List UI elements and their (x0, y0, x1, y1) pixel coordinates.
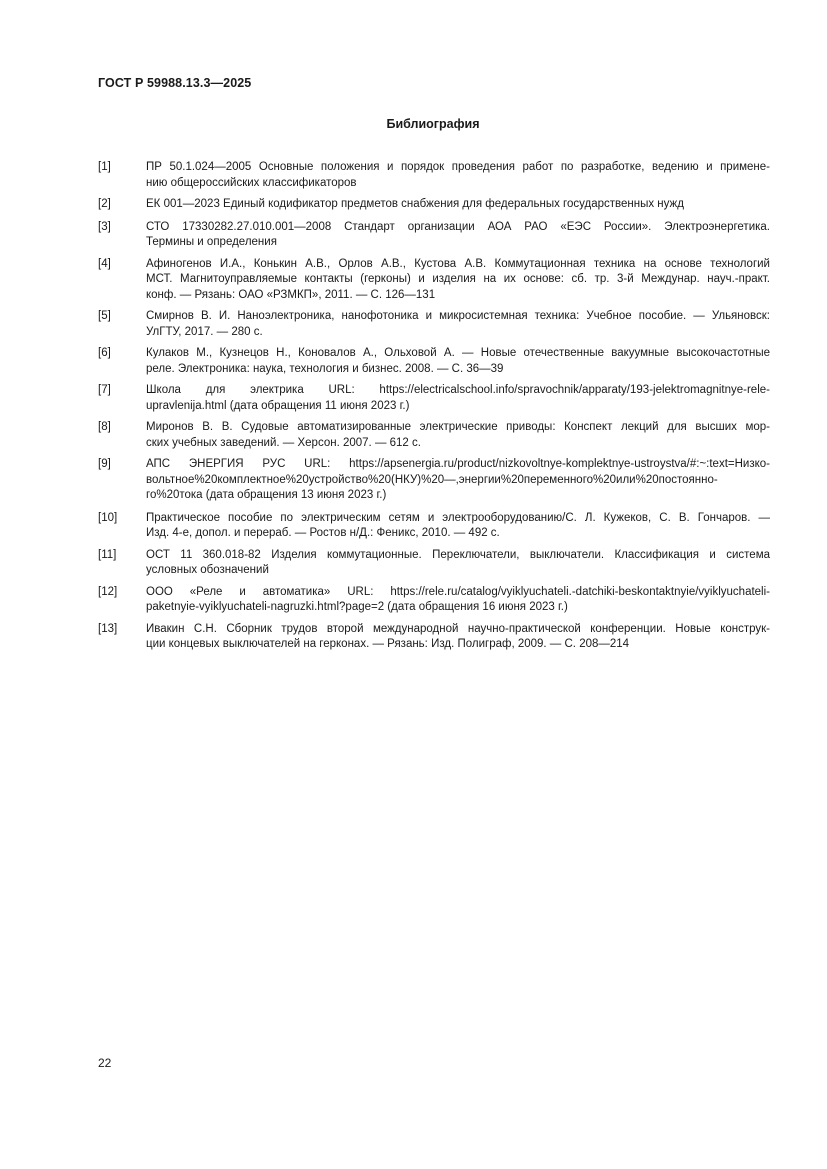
bibliography-entry-line: СТО 17330282.27.010.001—2008 Стандарт организации АОА РАО «ЕЭС России». Электроэнергетика. (146, 220, 770, 233)
bibliography-entry (98, 585, 770, 616)
bibliography-entry-text (146, 585, 770, 616)
bibliography-entry-line: ЕК 001—2023 Единый кодификатор предметов снабжения для федеральных государственных нужд (146, 198, 684, 210)
bibliography-entry-number: [10] (98, 511, 118, 524)
bibliography-entry-text (146, 383, 770, 414)
bibliography-entry-line: Термины и определения (146, 236, 277, 248)
bibliography-entry-number: [5] (98, 310, 111, 322)
bibliography-entry-line: upravlenija.html (дата обращения 11 июня 2023 г.) (146, 399, 410, 412)
bibliography-entry-line: Практическое пособие по электрическим сетям и электрооборудованию/С. Л. Кужеков, С. В. Гончаров. — (146, 511, 770, 524)
bibliography-entry (98, 383, 770, 414)
bibliography-entry (98, 197, 770, 213)
bibliography-entry-number: [3] (98, 220, 111, 233)
bibliography-entry-text (146, 197, 770, 213)
bibliography-entry-line: нию общероссийских классификаторов (146, 176, 357, 189)
bibliography-entry (98, 457, 770, 504)
bibliography-entry-text (146, 622, 770, 653)
bibliography-entry-number: [8] (98, 421, 111, 433)
bibliography-entry-line: Изд. 4-е, допол. и перераб. — Ростов н/Д.: Феникс, 2010. — 492 с. (146, 527, 500, 539)
bibliography-entry-line: ПР 50.1.024—2005 Основные положения и порядок проведения работ по разработке, ведению и примене- (146, 161, 770, 173)
bibliography-entry-line: ООО «Реле и автоматика» URL: https://rele.ru/catalog/vyiklyuchateli.-datchiki-beskontaktnyie/vyiklyuchateli- (146, 585, 770, 598)
bibliography-entry-line: конф. — Рязань: ОАО «РЗМКП», 2011. — С. 126—131 (146, 288, 436, 301)
bibliography-entry-line: Ивакин С.Н. Сборник трудов второй международной научно-практической конференции. Новые конструк- (146, 622, 770, 635)
bibliography-entry-number: [7] (98, 384, 111, 396)
bibliography-entry-line: УлГТУ, 2017. — 280 с. (146, 325, 263, 338)
bibliography-entry (98, 257, 770, 304)
bibliography-list (98, 154, 770, 653)
bibliography-entry-line: Афиногенов И.А., Конькин А.В., Орлов А.В., Кустова А.В. Коммутационная техника на основе технологий (146, 257, 770, 270)
bibliography-entry (98, 420, 770, 451)
bibliography-entry-line: ОСТ 11 360.018-82 Изделия коммутационные. Переключатели, выключатели. Классификация и система (146, 548, 770, 561)
bibliography-entry-line: Смирнов В. И. Наноэлектроника, нанофотоника и микросистемная техника: Учебное пособие. — Ульяновск: (146, 310, 770, 322)
bibliography-entry-number: [13] (98, 622, 118, 635)
bibliography-entry (98, 511, 770, 542)
bibliography-entry-text (146, 511, 770, 542)
page-number: 22 (98, 1056, 112, 1070)
bibliography-entry-line: ции концевых выключателей на герконах. — Рязань: Изд. Полиграф, 2009. — С. 208—214 (146, 638, 630, 650)
bibliography-entry-line: Кулаков М., Кузнецов Н., Коновалов А., Ольховой А. — Новые отечественные вакуумные высокочастотные (146, 347, 770, 359)
bibliography-entry-line: ских учебных заведений. — Херсон. 2007. — 612 с. (146, 436, 421, 449)
bibliography-entry-line: Миронов В. В. Судовые автоматизированные электрические приводы: Конспект лекций для высших мор- (146, 421, 770, 433)
bibliography-entry-text (146, 346, 770, 377)
bibliography-entry (98, 548, 770, 579)
bibliography-entry-line: МСТ. Магнитоуправляемые контакты (герконы) и изделия на их основе: сб. тр. 3-й Междунар. науч.-практ. (146, 273, 770, 285)
bibliography-entry-line: paketnyie-vyiklyuchateli-nagruzki.html?page=2 (дата обращения 16 июня 2023 г.) (146, 601, 568, 613)
bibliography-entry-number: [4] (98, 257, 111, 270)
bibliography-entry-line: Школа для электрика URL: https://electricalschool.info/spravochnik/apparaty/193-jelektromagnitnye-rele- (146, 384, 770, 396)
bibliography-entry-text (146, 257, 770, 304)
bibliography-entry-text (146, 420, 770, 451)
bibliography-entry (98, 622, 770, 653)
bibliography-entry-line: реле. Электроника: наука, технология и бизнес. 2008. — С. 36—39 (146, 362, 504, 375)
bibliography-entry (98, 220, 770, 251)
bibliography-entry-number: [9] (98, 458, 111, 470)
bibliography-entry (98, 309, 770, 340)
bibliography-entry-line: АПС ЭНЕРГИЯ РУС URL: https://apsenergia.ru/product/nizkovoltnye-komplektnye-ustroystva/#:~:text=Низко- (146, 458, 770, 470)
bibliography-entry-text (146, 160, 770, 191)
bibliography-entry-text (146, 548, 770, 579)
section-title-bibliography: Библиография (386, 117, 480, 131)
bibliography-entry (98, 346, 770, 377)
bibliography-entry-text (146, 457, 770, 504)
document-header-standard-id: ГОСТ Р 59988.13.3—2025 (98, 76, 252, 90)
bibliography-entry-number: [1] (98, 161, 111, 173)
bibliography-entry-line: го%20тока (дата обращения 13 июня 2023 г.) (146, 489, 387, 501)
bibliography-entry-text (146, 309, 770, 340)
bibliography-entry-number: [6] (98, 347, 111, 359)
bibliography-entry-text (146, 220, 770, 251)
bibliography-entry-number: [2] (98, 198, 111, 210)
bibliography-entry-line: вольтное%20комплектное%20устройство%20(НКУ)%20—,энергии%20переменного%20или%20постоянно- (146, 473, 718, 486)
bibliography-entry-line: условных обозначений (146, 564, 269, 576)
bibliography-entry (98, 160, 770, 191)
bibliography-entry-number: [11] (98, 548, 117, 561)
bibliography-entry-number: [12] (98, 585, 118, 598)
